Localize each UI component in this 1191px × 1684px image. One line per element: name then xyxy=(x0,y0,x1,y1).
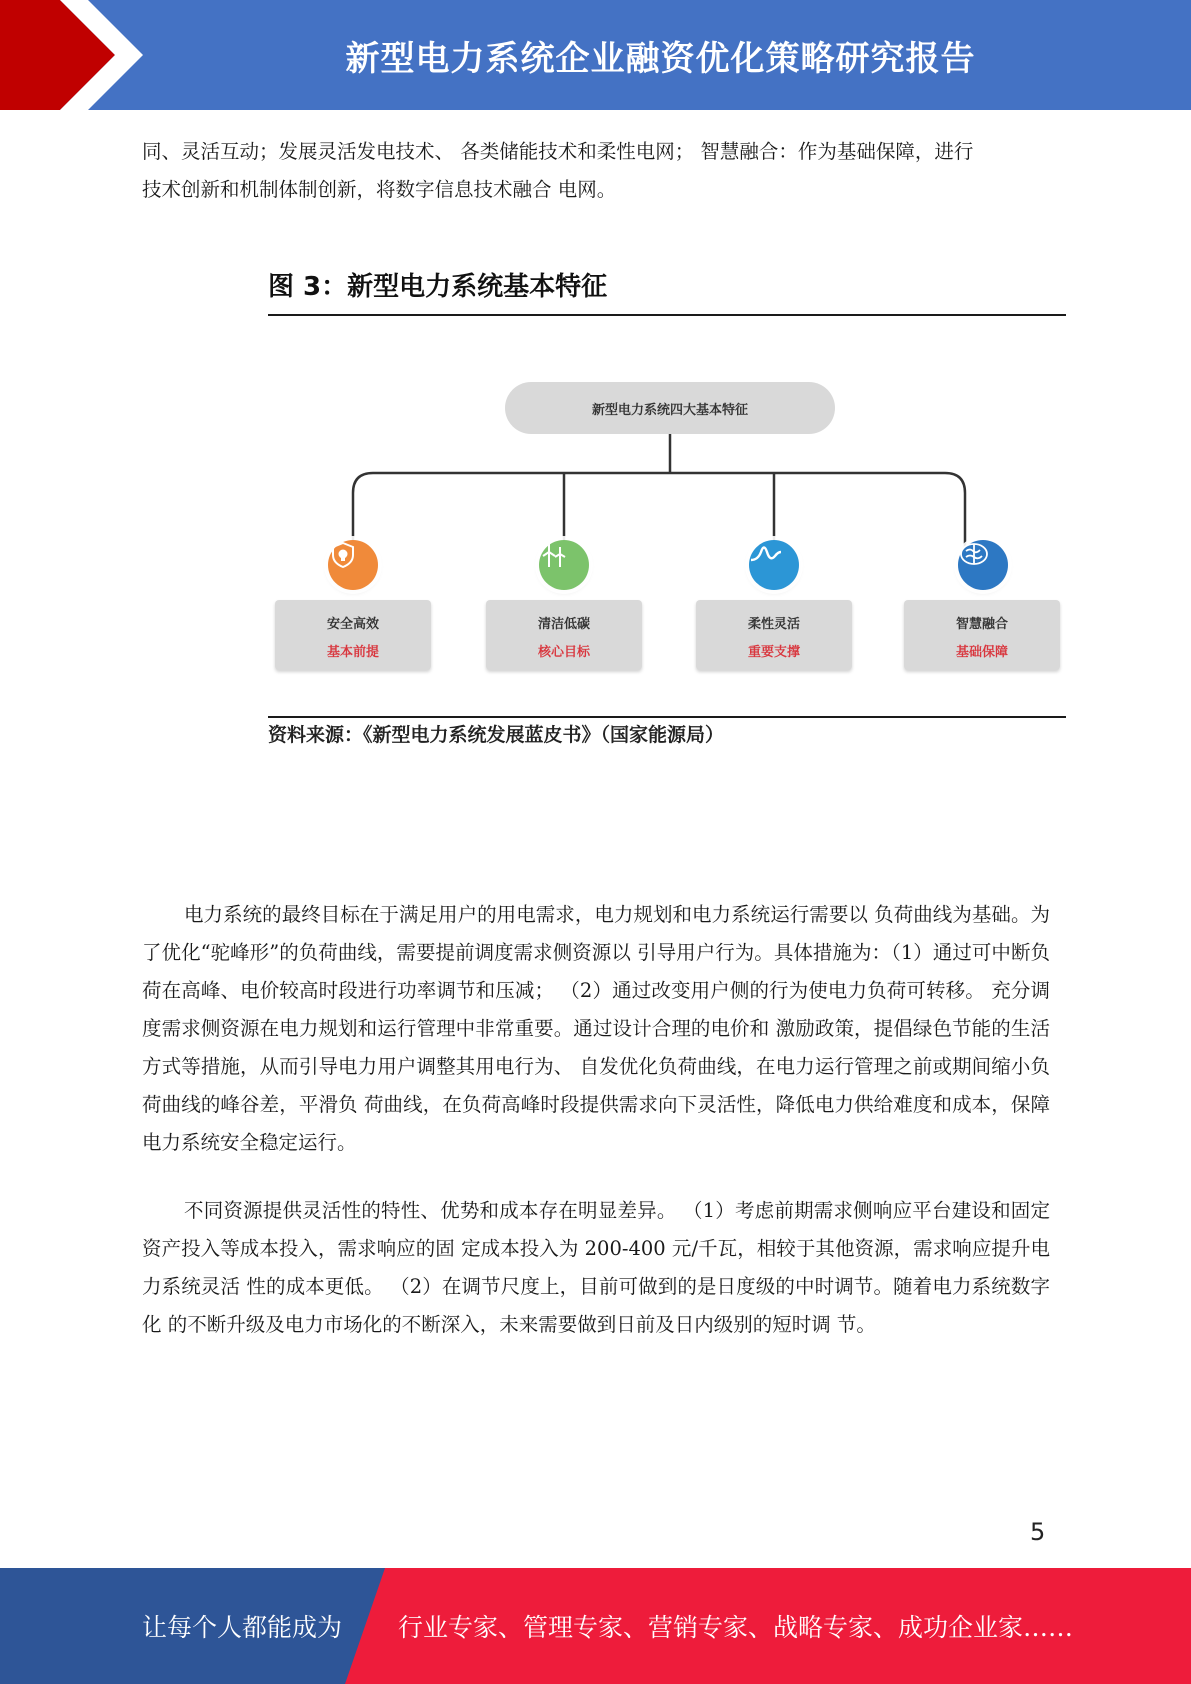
feature-name: 智慧融合 xyxy=(955,617,1008,632)
footer-slogan-right: 行业专家、管理专家、营销专家、战略专家、成功企业家…… xyxy=(398,1613,1074,1642)
page-header xyxy=(0,0,1191,110)
feature-card-safety xyxy=(275,600,431,670)
figure-bottom-rule xyxy=(268,716,1066,718)
diagram-root-node: 新型电力系统四大基本特征 xyxy=(505,382,835,434)
feature-role: 基本前提 xyxy=(326,645,379,660)
intro-paragraph xyxy=(142,133,1050,209)
sine-wave-icon xyxy=(749,540,799,590)
intro-line-1: 同、灵活互动；发展灵活发电技术、 各类储能技术和柔性电网； 智慧融合：作为基础保障，进行 xyxy=(142,140,974,163)
feature-card-flexible xyxy=(696,600,852,670)
figure-top-rule xyxy=(268,314,1066,316)
report-title: 新型电力系统企业融资优化策略研究报告 xyxy=(345,38,976,79)
page-footer xyxy=(0,1568,1191,1684)
feature-card-smart xyxy=(904,600,1060,670)
body-paragraph-1: 电力系统的最终目标在于满足用户的用电需求，电力规划和电力系统运行需要以 负荷曲线为基础。为了优化“驼峰形”的负荷曲线，需要提前调度需求侧资源以 引导用户行为。具体措施为：（1）通过可中断负荷在高峰、电价较高时段进行功率调节和压减； （2）通过改变用户侧的行为使电力负荷可转移。 充分调度需求侧资源在电力规划和运行管理中非常重要。通过设计合理的电价和 激励政策，提倡绿色节能的生活方式等措施，从而引导电力用户调整其用电行为、 自发优化负荷曲线，在电力运行管理之前或期间缩小负荷曲线的峰谷差，平滑负 荷曲线，在负荷高峰时段提供需求向下灵活性，降低电力供给难度和成本，保障 电力系统安全稳定运行。 xyxy=(142,903,1050,1154)
feature-diagram xyxy=(268,320,1066,710)
feature-name: 柔性灵活 xyxy=(747,617,800,632)
bulb-shield-icon xyxy=(328,540,378,590)
intro-line-2: 技术创新和机制体制创新，将数字信息技术融合 电网。 xyxy=(142,178,617,201)
figure-title: 图 3：新型电力系统基本特征 xyxy=(268,272,608,302)
feature-card-clean xyxy=(486,600,642,670)
feature-role: 核心目标 xyxy=(537,645,590,660)
feature-role: 基础保障 xyxy=(955,645,1008,660)
figure-source: 资料来源：《新型电力系统发展蓝皮书》（国家能源局） xyxy=(268,724,725,746)
body-paragraph-2: 不同资源提供灵活性的特性、优势和成本存在明显差异。 （1）考虑前期需求侧响应平台建设和固定资产投入等成本投入，需求响应的固 定成本投入为 200-400 元/千瓦，相较于其他资源，需求响应提升电力系统灵活 性的成本更低。 （2）在调节尺度上，目前可做到的是日度级的中时调节。随着电力系统数字化 的不断升级及电力市场化的不断深入，未来需要做到日前及日内级别的短时调 节。 xyxy=(142,1199,1050,1336)
feature-name: 清洁低碳 xyxy=(537,617,590,632)
page-number: 5 xyxy=(1030,1518,1046,1546)
feature-role: 重要支撑 xyxy=(747,645,800,660)
feature-name: 安全高效 xyxy=(326,617,379,632)
wind-turbine-icon xyxy=(539,540,589,590)
brain-icon xyxy=(958,540,1008,590)
footer-slogan-left: 让每个人都能成为 xyxy=(142,1613,343,1642)
header-arrow-decoration xyxy=(0,0,150,110)
